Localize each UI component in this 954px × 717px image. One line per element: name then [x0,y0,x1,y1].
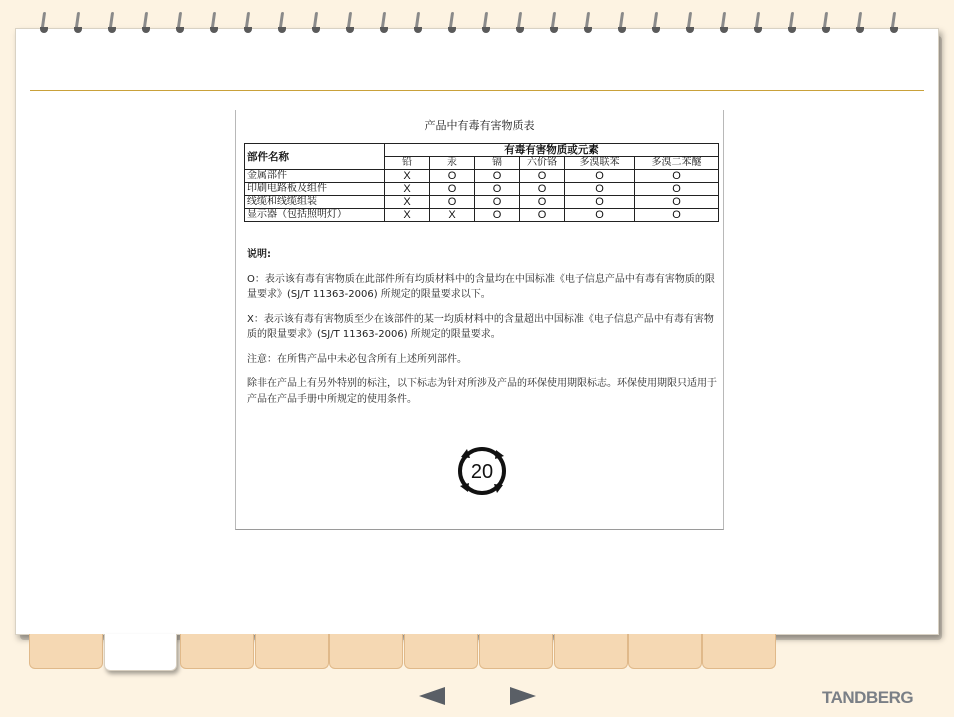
substance-header: 铅 [385,157,430,170]
binder-ring-icon [346,12,354,36]
mark-cell: O [475,196,520,209]
section-tab-6[interactable] [404,634,478,669]
binder-ring-icon [516,12,524,36]
binder-ring-icon [108,12,116,36]
binder-ring-icon [244,12,252,36]
mark-cell: O [430,196,475,209]
part-name: 金属部件 [245,170,385,183]
table-row [245,209,719,222]
binder-ring-icon [788,12,796,36]
o-note: O：表示该有毒有害物质在此部件所有均质材料中的含量均在中国标准《电子信息产品中有毒有害物质的限量要求》(SJ/T 11363-2006) 所规定的限量要求以下。 [247,273,715,300]
section-tab-1[interactable] [29,634,103,669]
mark-cell: O [475,170,520,183]
substance-header: 镉 [475,157,520,170]
mark-cell: O [635,183,719,196]
table-row [245,183,719,196]
notes-section [247,247,719,416]
binder-ring-icon [448,12,456,36]
mark-cell: O [565,209,635,222]
binder-ring-icon [686,12,694,36]
binder-ring-icon [856,12,864,36]
notebook-page [15,28,939,635]
substance-table [244,143,719,222]
tandberg-logo: TANDBERG [822,688,914,707]
epup-years: 20 [470,461,494,483]
binder-ring-icon [210,12,218,36]
mark-cell: O [520,196,565,209]
mark-cell: O [520,183,565,196]
mark-cell: O [520,209,565,222]
mark-cell: O [520,170,565,183]
mark-cell: O [635,209,719,222]
mark-cell: O [565,183,635,196]
section-tab-8[interactable] [554,634,628,669]
mark-cell: X [385,183,430,196]
section-tab-3[interactable] [180,634,254,669]
part-name: 线缆和线缆组装 [245,196,385,209]
binder-ring-icon [74,12,82,36]
binder-ring-icon [176,12,184,36]
binder-ring-icon [278,12,286,36]
binder-rings [40,12,920,42]
mark-cell: O [475,183,520,196]
mark-cell: X [385,209,430,222]
hazardous-substances-document [235,110,724,530]
binder-ring-icon [550,12,558,36]
binder-ring-icon [414,12,422,36]
binder-ring-icon [618,12,626,36]
mark-cell: X [385,170,430,183]
binder-ring-icon [380,12,388,36]
binder-ring-icon [40,12,48,36]
x-note: X：表示该有毒有害物质至少在该部件的某一均质材料中的含量超出中国标准《电子信息产品中有毒有害物质的限量要求》(SJ/T 11363-2006) 所规定的限量要求。 [247,313,714,340]
header-rule [30,90,924,91]
section-tabs [29,634,789,674]
binder-ring-icon [890,12,898,36]
binder-ring-icon [584,12,592,36]
mark-cell: O [430,170,475,183]
mark-cell: X [385,196,430,209]
table-row [245,170,719,183]
part-name: 显示器（包括照明灯） [245,209,385,222]
binder-ring-icon [142,12,150,36]
mark-cell: O [475,209,520,222]
section-tab-7[interactable] [479,634,553,669]
part-name: 印刷电路板及组件 [245,183,385,196]
section-tab-10[interactable] [702,634,776,669]
next-page-button[interactable] [510,686,536,706]
table-row [245,196,719,209]
mark-cell: O [635,196,719,209]
document-title: 产品中有毒有害物质表 [424,119,535,132]
substance-header: 六价铬 [520,157,565,170]
binder-ring-icon [312,12,320,36]
mark-cell: O [565,170,635,183]
binder-ring-icon [482,12,490,36]
environment-protection-period-icon [456,445,508,497]
previous-page-button[interactable] [419,686,445,706]
left-triangle-icon [419,687,445,705]
binder-ring-icon [652,12,660,36]
substance-group-header: 有毒有害物质或元素 [385,144,719,157]
binder-ring-icon [720,12,728,36]
binder-ring-icon [754,12,762,36]
mark-cell: X [430,209,475,222]
mark-cell: O [565,196,635,209]
section-tab-5[interactable] [329,634,403,669]
mark-cell: O [430,183,475,196]
section-tab-9[interactable] [628,634,702,669]
substance-header: 汞 [430,157,475,170]
substance-header: 多溴联苯 [565,157,635,170]
mark-cell: O [635,170,719,183]
epup-note: 除非在产品上有另外特别的标注，以下标志为针对所涉及产品的环保使用期限标志。环保使用期限只适用于产品在产品手册中所规定的使用条件。 [247,378,717,405]
caution-note: 注意：在所售产品中未必包含所有上述所列部件。 [247,353,467,365]
right-triangle-icon [510,687,536,705]
section-tab-2[interactable] [104,634,177,671]
substance-header: 多溴二苯醚 [635,157,719,170]
binder-ring-icon [822,12,830,36]
part-name-header: 部件名称 [245,144,385,170]
section-tab-4[interactable] [255,634,329,669]
notes-heading: 说明: [247,249,271,260]
